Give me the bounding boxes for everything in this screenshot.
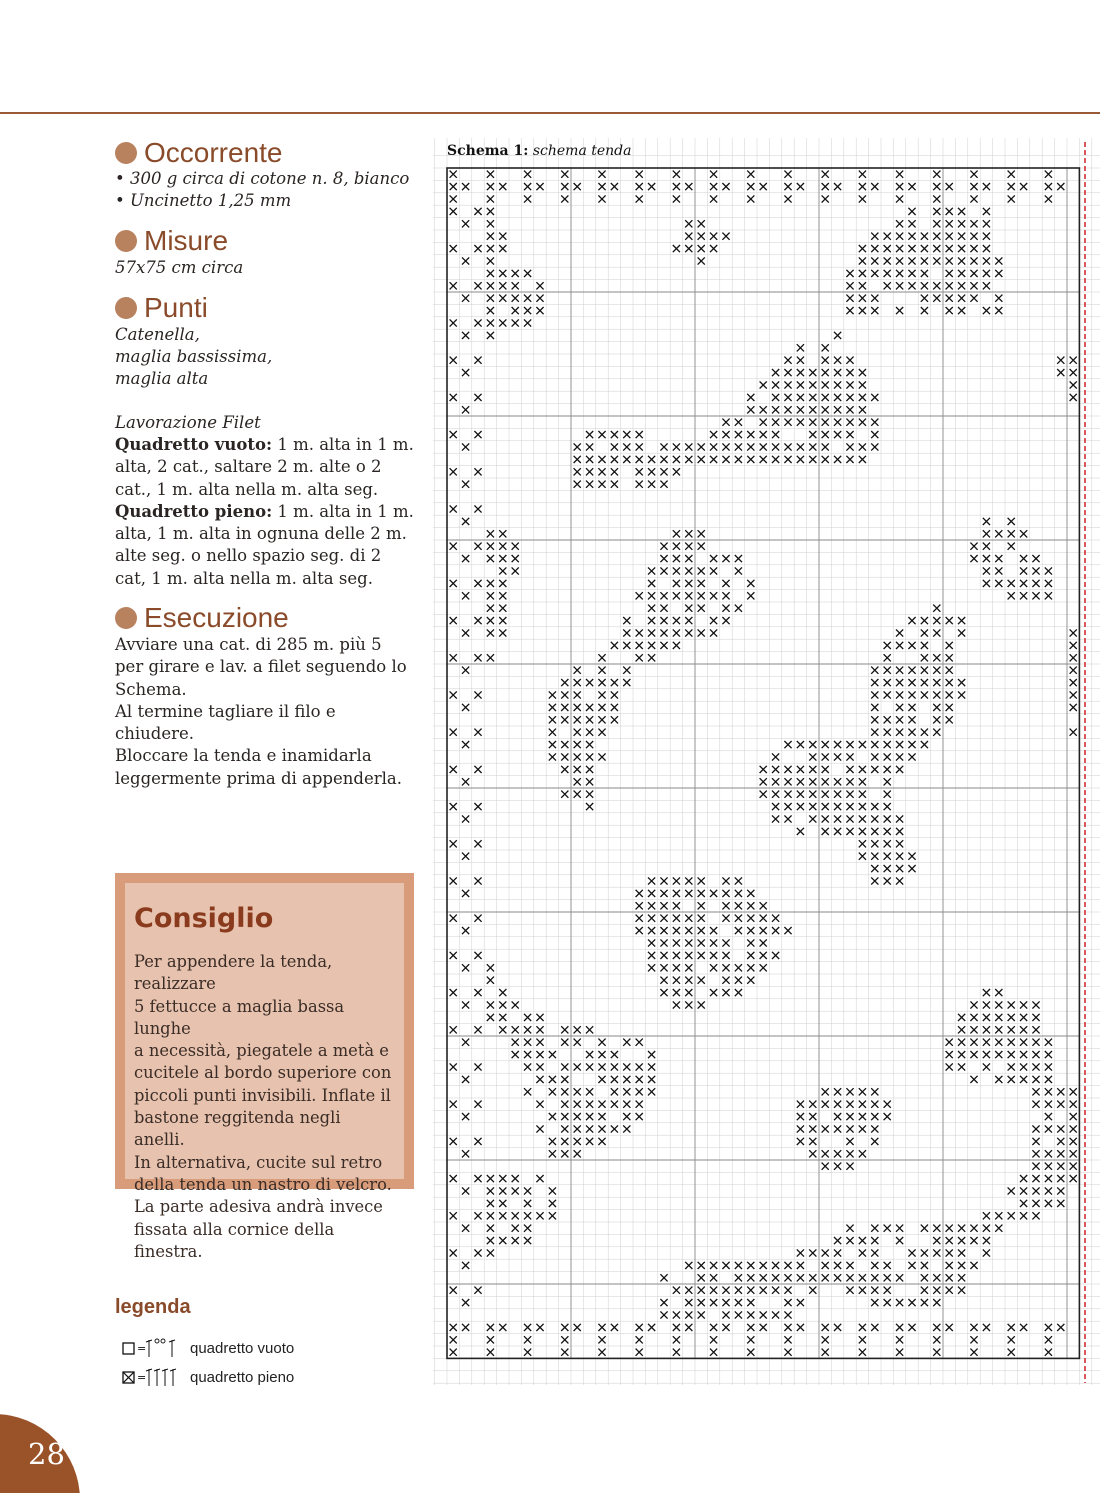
bullet-dot-icon xyxy=(115,297,137,319)
consiglio-line: piccoli punti invisibili. Inflate il xyxy=(134,1085,391,1105)
occorrente-heading xyxy=(115,136,283,170)
occorrente-item: • 300 g circa di cotone n. 8, bianco xyxy=(115,169,410,188)
bullet-dot-icon xyxy=(115,142,137,164)
punti-line: maglia alta xyxy=(115,369,209,388)
schema-label: Schema 1: xyxy=(447,143,529,159)
consiglio-line: In alternativa, cucite sul retro xyxy=(134,1152,383,1172)
lavorazione-body xyxy=(115,434,415,590)
legenda-title: legenda xyxy=(115,1296,191,1318)
vuoto-text: 1 m. alta in 1 m. alta, 2 cat., saltare 2 m. alte o 2 cat., 1 m. alta nella m. alta seg. xyxy=(115,435,414,499)
punti-line: maglia bassissima, xyxy=(115,347,273,366)
empty-square-icon xyxy=(122,1337,182,1359)
consiglio-inner xyxy=(125,883,404,1261)
schema-caption-text: schema tenda xyxy=(528,143,632,159)
pieno-text: 1 m. alta in 1 m. alta, 1 m. alta in ognuna delle 2 m. alte seg. o nello spazio seg. di 2 cat, 1 m. alta nella m. alta seg. xyxy=(115,501,414,588)
page-number: 28 xyxy=(28,1437,65,1471)
esecuzione-body xyxy=(115,634,415,790)
top-rule xyxy=(0,112,1100,114)
occorrente-item: • Uncinetto 1,25 mm xyxy=(115,191,292,210)
lavorazione-title: Lavorazione Filet xyxy=(115,413,261,432)
esecuzione-line: Avviare una cat. di 285 m. più 5 xyxy=(115,635,382,654)
esecuzione-line: Al termine tagliare il filo e chiudere. xyxy=(115,701,336,744)
crossed-square-icon xyxy=(122,1366,182,1388)
consiglio-line: cucitele al bordo superiore con xyxy=(134,1063,392,1083)
consiglio-body xyxy=(134,951,395,1263)
misure-text: 57x75 cm circa xyxy=(115,258,244,277)
svg-text:=: = xyxy=(137,1371,147,1384)
consiglio-line: Per appendere la tenda, realizzare xyxy=(134,952,333,994)
punti-line: Catenella, xyxy=(115,325,200,344)
esecuzione-line: leggermente prima di appenderla. xyxy=(115,768,402,788)
misure-title: Misure xyxy=(144,225,229,256)
occorrente-list xyxy=(115,168,409,212)
consiglio-line: fissata alla cornice della finestra. xyxy=(134,1219,335,1261)
vuoto-label: Quadretto vuoto: xyxy=(115,435,273,454)
filet-chart xyxy=(433,138,1100,1385)
punti-list xyxy=(115,324,272,390)
esecuzione-heading xyxy=(115,601,289,635)
legenda-label: quadretto vuoto xyxy=(190,1339,295,1357)
esecuzione-title: Esecuzione xyxy=(144,602,289,633)
punti-title: Punti xyxy=(144,292,208,323)
esecuzione-line: Schema. xyxy=(115,679,187,699)
consiglio-box xyxy=(115,873,414,1261)
bullet-dot-icon xyxy=(115,230,137,252)
schema-caption xyxy=(447,143,631,159)
bullet-dot-icon xyxy=(115,607,137,629)
punti-heading xyxy=(115,291,208,325)
consiglio-line: La parte adesiva andrà invece xyxy=(134,1197,383,1217)
misure-heading xyxy=(115,224,228,258)
consiglio-line: bastone reggitenda negli anelli. xyxy=(134,1108,341,1150)
legenda-item-pieno xyxy=(122,1366,294,1388)
consiglio-line: 5 fettucce a maglia bassa lunghe xyxy=(134,996,345,1038)
consiglio-line: a necessità, piegatele a metà e xyxy=(134,1041,389,1061)
pieno-label: Quadretto pieno: xyxy=(115,501,273,521)
legenda-label: quadretto pieno xyxy=(190,1368,295,1386)
consiglio-line: della tenda un nastro di velcro. xyxy=(134,1174,392,1194)
consiglio-title: Consiglio xyxy=(134,903,274,934)
legenda-item-vuoto xyxy=(122,1337,294,1359)
svg-text:=: = xyxy=(137,1342,147,1355)
occorrente-title: Occorrente xyxy=(144,137,283,168)
esecuzione-line: per girare e lav. a filet seguendo lo xyxy=(115,657,407,677)
esecuzione-line: Bloccare la tenda e inamidarla xyxy=(115,746,372,766)
